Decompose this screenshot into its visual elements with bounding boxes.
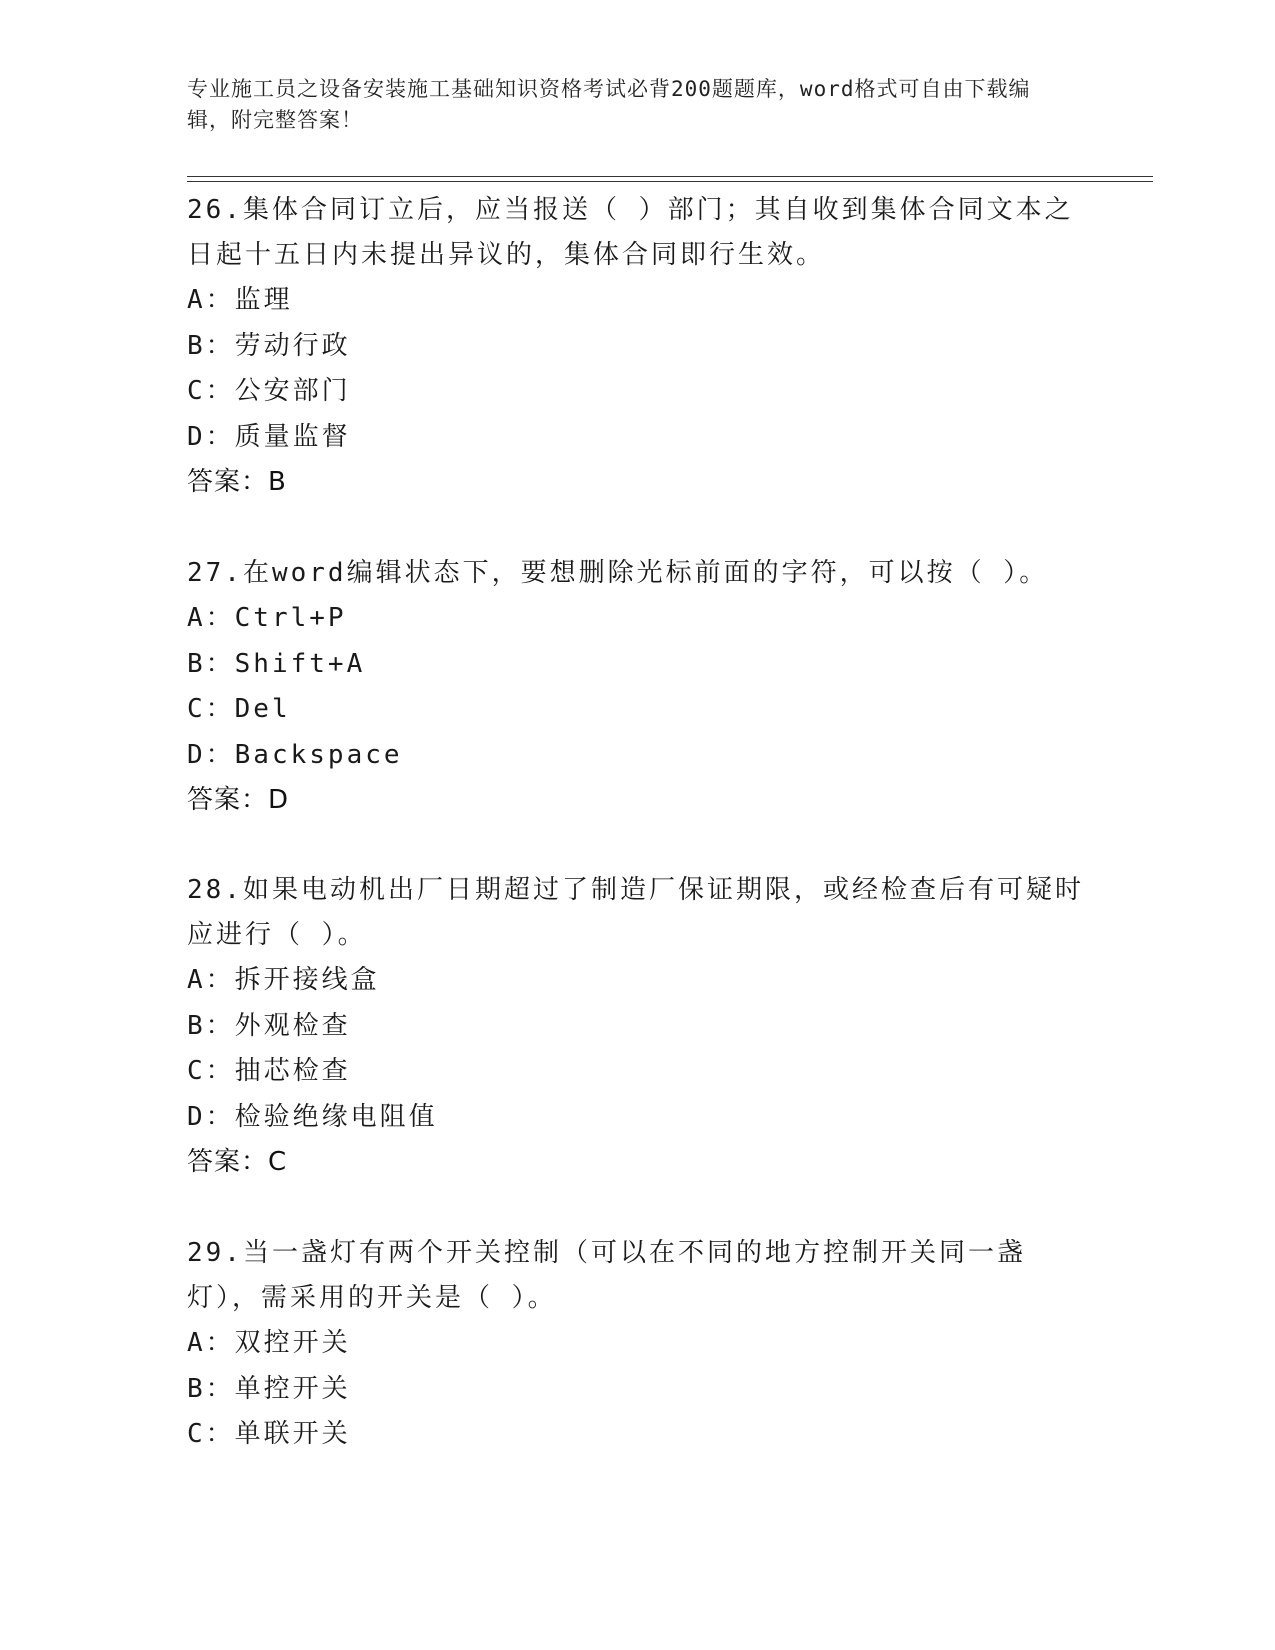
option-b: B：劳动行政 bbox=[187, 330, 351, 361]
option-a: A：监理 bbox=[187, 285, 293, 315]
question-29 bbox=[187, 1231, 1087, 1458]
option-d: D：Backspace bbox=[187, 739, 403, 770]
header-divider-top bbox=[187, 176, 1153, 177]
option-b: B：Shift+A bbox=[187, 648, 366, 679]
question-26 bbox=[187, 188, 1087, 505]
option-c: C：公安部门 bbox=[187, 376, 351, 406]
answer: 答案：D bbox=[187, 785, 290, 815]
answer: 答案：B bbox=[187, 467, 287, 497]
question-stem: 27.在word编辑状态下，要想删除光标前面的字符，可以按（ ）。 bbox=[187, 558, 1049, 588]
option-c: C：抽芯检查 bbox=[187, 1056, 351, 1086]
option-d: D：检验绝缘电阻值 bbox=[187, 1101, 438, 1132]
question-27 bbox=[187, 551, 1087, 823]
question-stem: 26.集体合同订立后，应当报送（ ）部门；其自收到集体合同文本之日起十五日内未提出异议的，集体合同即行生效。 bbox=[187, 195, 1074, 270]
option-a: A：拆开接线盒 bbox=[187, 965, 380, 995]
option-a: A：双控开关 bbox=[187, 1328, 351, 1358]
header-divider-bottom bbox=[187, 181, 1153, 182]
option-c: C：单联开关 bbox=[187, 1419, 351, 1449]
option-a: A：Ctrl+P bbox=[187, 603, 347, 633]
question-stem: 28.如果电动机出厂日期超过了制造厂保证期限，或经检查后有可疑时应进行（ ）。 bbox=[187, 875, 1084, 950]
answer: 答案：C bbox=[187, 1147, 288, 1177]
question-28 bbox=[187, 868, 1087, 1185]
option-b: B：外观检查 bbox=[187, 1010, 351, 1041]
question-stem: 29.当一盏灯有两个开关控制（可以在不同的地方控制开关同一盏灯），需采用的开关是（ ）。 bbox=[187, 1238, 1026, 1313]
document-header: 专业施工员之设备安装施工基础知识资格考试必背200题题库，word格式可自由下载编辑，附完整答案！ bbox=[187, 77, 1031, 132]
option-b: B：单控开关 bbox=[187, 1373, 351, 1404]
option-d: D：质量监督 bbox=[187, 421, 351, 452]
option-c: C：Del bbox=[187, 694, 291, 724]
